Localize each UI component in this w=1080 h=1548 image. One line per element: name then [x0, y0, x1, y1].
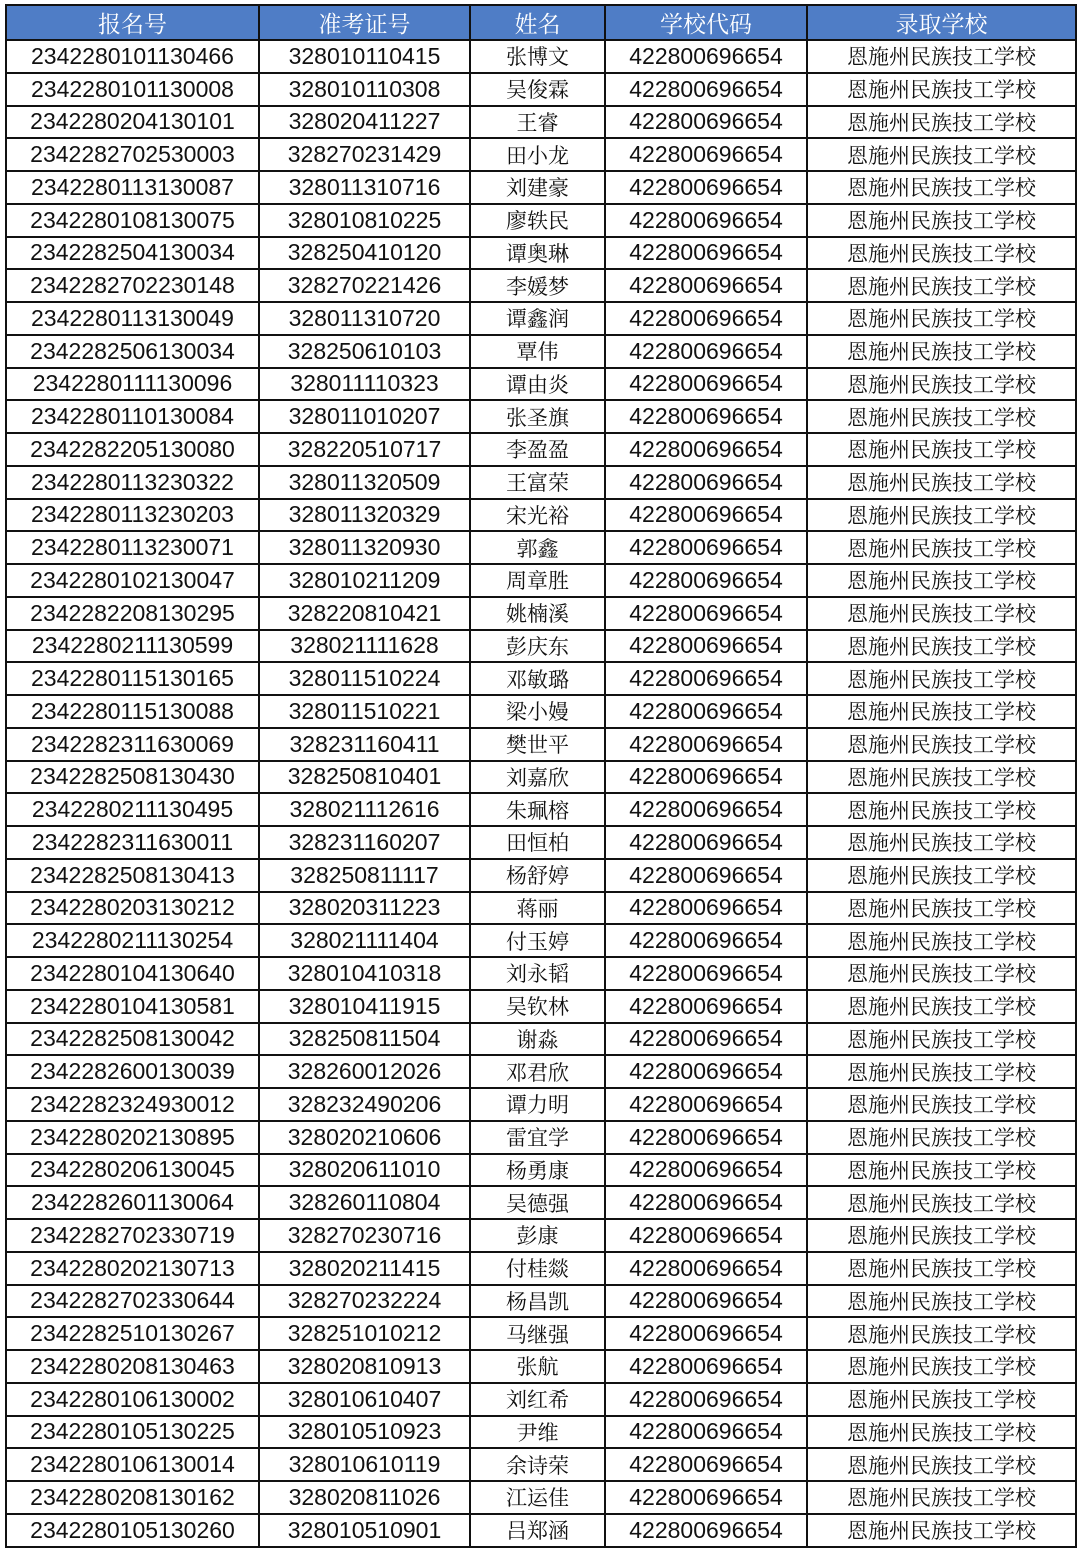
table-row [6, 630, 1076, 663]
exam-ticket-number-cell: 328270231429 [259, 138, 470, 171]
student-name-cell: 田小龙 [470, 138, 605, 171]
admitted-school-cell: 恩施州民族技工学校 [807, 171, 1076, 204]
table-row [6, 335, 1076, 368]
school-code-cell: 422800696654 [605, 662, 807, 695]
student-name-cell: 付桂燚 [470, 1252, 605, 1285]
school-code-cell: 422800696654 [605, 73, 807, 106]
student-name-cell: 周章胜 [470, 564, 605, 597]
admitted-school-cell: 恩施州民族技工学校 [807, 40, 1076, 73]
student-name-cell: 杨勇康 [470, 1154, 605, 1187]
exam-ticket-number-cell: 328250410120 [259, 237, 470, 270]
table-body [6, 40, 1076, 1547]
admitted-school-cell: 恩施州民族技工学校 [807, 531, 1076, 564]
registration-number-cell: 2342280211130254 [6, 924, 259, 957]
school-code-cell: 422800696654 [605, 269, 807, 302]
table-row [6, 204, 1076, 237]
school-code-cell: 422800696654 [605, 1285, 807, 1318]
admission-list-sheet [5, 4, 1075, 1544]
student-name-cell: 宋光裕 [470, 499, 605, 532]
exam-ticket-number-cell: 328231160411 [259, 728, 470, 761]
school-code-cell: 422800696654 [605, 138, 807, 171]
exam-ticket-number-cell: 328020611010 [259, 1154, 470, 1187]
admitted-school-cell: 恩施州民族技工学校 [807, 564, 1076, 597]
table-row [6, 466, 1076, 499]
exam-ticket-number-cell: 328010410318 [259, 957, 470, 990]
table-row [6, 1023, 1076, 1056]
admitted-school-cell: 恩施州民族技工学校 [807, 1055, 1076, 1088]
student-name-cell: 刘建豪 [470, 171, 605, 204]
admitted-school-cell: 恩施州民族技工学校 [807, 204, 1076, 237]
column-header-registration-number: 报名号 [6, 5, 259, 40]
table-row [6, 662, 1076, 695]
school-code-cell: 422800696654 [605, 1416, 807, 1449]
student-name-cell: 郭鑫 [470, 531, 605, 564]
exam-ticket-number-cell: 328260012026 [259, 1055, 470, 1088]
student-name-cell: 张航 [470, 1350, 605, 1383]
admitted-school-cell: 恩施州民族技工学校 [807, 957, 1076, 990]
exam-ticket-number-cell: 328011320930 [259, 531, 470, 564]
student-name-cell: 刘红希 [470, 1383, 605, 1416]
school-code-cell: 422800696654 [605, 564, 807, 597]
school-code-cell: 422800696654 [605, 630, 807, 663]
exam-ticket-number-cell: 328250810401 [259, 761, 470, 794]
admitted-school-cell: 恩施州民族技工学校 [807, 368, 1076, 401]
registration-number-cell: 2342282508130042 [6, 1023, 259, 1056]
student-name-cell: 尹维 [470, 1416, 605, 1449]
school-code-cell: 422800696654 [605, 957, 807, 990]
table-row [6, 761, 1076, 794]
exam-ticket-number-cell: 328010610407 [259, 1383, 470, 1416]
table-row [6, 1088, 1076, 1121]
student-name-cell: 谭力明 [470, 1088, 605, 1121]
student-name-cell: 彭康 [470, 1219, 605, 1252]
registration-number-cell: 2342282205130080 [6, 433, 259, 466]
exam-ticket-number-cell: 328020311223 [259, 892, 470, 925]
registration-number-cell: 2342280208130463 [6, 1350, 259, 1383]
registration-number-cell: 2342282506130034 [6, 335, 259, 368]
registration-number-cell: 2342282508130430 [6, 761, 259, 794]
admitted-school-cell: 恩施州民族技工学校 [807, 1416, 1076, 1449]
admitted-school-cell: 恩施州民族技工学校 [807, 400, 1076, 433]
exam-ticket-number-cell: 328010810225 [259, 204, 470, 237]
registration-number-cell: 2342282208130295 [6, 597, 259, 630]
school-code-cell: 422800696654 [605, 171, 807, 204]
student-name-cell: 邓君欣 [470, 1055, 605, 1088]
student-name-cell: 杨昌凯 [470, 1285, 605, 1318]
registration-number-cell: 2342280113130049 [6, 302, 259, 335]
table-row [6, 400, 1076, 433]
registration-number-cell: 2342280208130162 [6, 1481, 259, 1514]
registration-number-cell: 2342282504130034 [6, 237, 259, 270]
student-name-cell: 田恒柏 [470, 826, 605, 859]
admitted-school-cell: 恩施州民族技工学校 [807, 1481, 1076, 1514]
admitted-school-cell: 恩施州民族技工学校 [807, 269, 1076, 302]
table-row [6, 1154, 1076, 1187]
registration-number-cell: 2342280115130088 [6, 695, 259, 728]
student-name-cell: 李盈盈 [470, 433, 605, 466]
admitted-school-cell: 恩施州民族技工学校 [807, 1448, 1076, 1481]
table-row [6, 1481, 1076, 1514]
school-code-cell: 422800696654 [605, 924, 807, 957]
student-name-cell: 付玉婷 [470, 924, 605, 957]
registration-number-cell: 2342280211130599 [6, 630, 259, 663]
school-code-cell: 422800696654 [605, 1383, 807, 1416]
registration-number-cell: 2342280101130466 [6, 40, 259, 73]
registration-number-cell: 2342280111130096 [6, 368, 259, 401]
student-name-cell: 彭庆东 [470, 630, 605, 663]
school-code-cell: 422800696654 [605, 695, 807, 728]
exam-ticket-number-cell: 328011510224 [259, 662, 470, 695]
admitted-school-cell: 恩施州民族技工学校 [807, 695, 1076, 728]
admitted-school-cell: 恩施州民族技工学校 [807, 1219, 1076, 1252]
school-code-cell: 422800696654 [605, 466, 807, 499]
registration-number-cell: 2342280106130014 [6, 1448, 259, 1481]
school-code-cell: 422800696654 [605, 1055, 807, 1088]
exam-ticket-number-cell: 328231160207 [259, 826, 470, 859]
exam-ticket-number-cell: 328020810913 [259, 1350, 470, 1383]
student-name-cell: 朱珮榕 [470, 793, 605, 826]
exam-ticket-number-cell: 328010110415 [259, 40, 470, 73]
table-row [6, 138, 1076, 171]
exam-ticket-number-cell: 328011310716 [259, 171, 470, 204]
exam-ticket-number-cell: 328270221426 [259, 269, 470, 302]
admitted-school-cell: 恩施州民族技工学校 [807, 138, 1076, 171]
school-code-cell: 422800696654 [605, 1219, 807, 1252]
registration-number-cell: 2342280108130075 [6, 204, 259, 237]
student-name-cell: 邓敏璐 [470, 662, 605, 695]
admitted-school-cell: 恩施州民族技工学校 [807, 1285, 1076, 1318]
table-row [6, 1219, 1076, 1252]
exam-ticket-number-cell: 328232490206 [259, 1088, 470, 1121]
registration-number-cell: 2342280110130084 [6, 400, 259, 433]
student-name-cell: 雷宜学 [470, 1121, 605, 1154]
table-row [6, 957, 1076, 990]
exam-ticket-number-cell: 328011110323 [259, 368, 470, 401]
school-code-cell: 422800696654 [605, 1023, 807, 1056]
student-name-cell: 杨舒婷 [470, 859, 605, 892]
school-code-cell: 422800696654 [605, 335, 807, 368]
registration-number-cell: 2342280102130047 [6, 564, 259, 597]
exam-ticket-number-cell: 328021111628 [259, 630, 470, 663]
registration-number-cell: 2342282600130039 [6, 1055, 259, 1088]
exam-ticket-number-cell: 328251010212 [259, 1317, 470, 1350]
admission-table [5, 4, 1077, 1548]
registration-number-cell: 2342280101130008 [6, 73, 259, 106]
table-row [6, 695, 1076, 728]
student-name-cell: 刘永韬 [470, 957, 605, 990]
table-row [6, 1055, 1076, 1088]
exam-ticket-number-cell: 328010510901 [259, 1514, 470, 1547]
exam-ticket-number-cell: 328011310720 [259, 302, 470, 335]
exam-ticket-number-cell: 328010411915 [259, 990, 470, 1023]
table-row [6, 793, 1076, 826]
registration-number-cell: 2342280104130581 [6, 990, 259, 1023]
school-code-cell: 422800696654 [605, 400, 807, 433]
registration-number-cell: 2342282324930012 [6, 1088, 259, 1121]
registration-number-cell: 2342282311630011 [6, 826, 259, 859]
header-row [6, 5, 1076, 40]
school-code-cell: 422800696654 [605, 1088, 807, 1121]
admitted-school-cell: 恩施州民族技工学校 [807, 106, 1076, 139]
table-row [6, 73, 1076, 106]
school-code-cell: 422800696654 [605, 433, 807, 466]
school-code-cell: 422800696654 [605, 1186, 807, 1219]
student-name-cell: 吴俊霖 [470, 73, 605, 106]
admitted-school-cell: 恩施州民族技工学校 [807, 1317, 1076, 1350]
table-row [6, 1186, 1076, 1219]
school-code-cell: 422800696654 [605, 531, 807, 564]
exam-ticket-number-cell: 328021111404 [259, 924, 470, 957]
admitted-school-cell: 恩施州民族技工学校 [807, 1252, 1076, 1285]
admitted-school-cell: 恩施州民族技工学校 [807, 1154, 1076, 1187]
registration-number-cell: 2342282508130413 [6, 859, 259, 892]
table-row [6, 1383, 1076, 1416]
registration-number-cell: 2342282311630069 [6, 728, 259, 761]
exam-ticket-number-cell: 328011320329 [259, 499, 470, 532]
admitted-school-cell: 恩施州民族技工学校 [807, 662, 1076, 695]
school-code-cell: 422800696654 [605, 892, 807, 925]
exam-ticket-number-cell: 328010610119 [259, 1448, 470, 1481]
school-code-cell: 422800696654 [605, 237, 807, 270]
table-row [6, 597, 1076, 630]
table-row [6, 892, 1076, 925]
table-row [6, 564, 1076, 597]
admitted-school-cell: 恩施州民族技工学校 [807, 1023, 1076, 1056]
school-code-cell: 422800696654 [605, 761, 807, 794]
registration-number-cell: 2342282702530003 [6, 138, 259, 171]
table-row [6, 1350, 1076, 1383]
exam-ticket-number-cell: 328270232224 [259, 1285, 470, 1318]
school-code-cell: 422800696654 [605, 499, 807, 532]
exam-ticket-number-cell: 328270230716 [259, 1219, 470, 1252]
school-code-cell: 422800696654 [605, 368, 807, 401]
registration-number-cell: 2342280202130895 [6, 1121, 259, 1154]
exam-ticket-number-cell: 328010211209 [259, 564, 470, 597]
exam-ticket-number-cell: 328250811117 [259, 859, 470, 892]
admitted-school-cell: 恩施州民族技工学校 [807, 1383, 1076, 1416]
exam-ticket-number-cell: 328011320509 [259, 466, 470, 499]
registration-number-cell: 2342280104130640 [6, 957, 259, 990]
registration-number-cell: 2342280204130101 [6, 106, 259, 139]
registration-number-cell: 2342280113230203 [6, 499, 259, 532]
registration-number-cell: 2342280202130713 [6, 1252, 259, 1285]
student-name-cell: 王富荣 [470, 466, 605, 499]
student-name-cell: 姚楠溪 [470, 597, 605, 630]
exam-ticket-number-cell: 328011010207 [259, 400, 470, 433]
school-code-cell: 422800696654 [605, 302, 807, 335]
table-row [6, 826, 1076, 859]
admitted-school-cell: 恩施州民族技工学校 [807, 433, 1076, 466]
table-row [6, 1448, 1076, 1481]
student-name-cell: 马继强 [470, 1317, 605, 1350]
exam-ticket-number-cell: 328020411227 [259, 106, 470, 139]
admitted-school-cell: 恩施州民族技工学校 [807, 466, 1076, 499]
exam-ticket-number-cell: 328020211415 [259, 1252, 470, 1285]
school-code-cell: 422800696654 [605, 1154, 807, 1187]
table-row [6, 1252, 1076, 1285]
student-name-cell: 吕郑涵 [470, 1514, 605, 1547]
admitted-school-cell: 恩施州民族技工学校 [807, 892, 1076, 925]
admitted-school-cell: 恩施州民族技工学校 [807, 1088, 1076, 1121]
registration-number-cell: 2342280105130260 [6, 1514, 259, 1547]
student-name-cell: 谭鑫润 [470, 302, 605, 335]
registration-number-cell: 2342282601130064 [6, 1186, 259, 1219]
table-row [6, 171, 1076, 204]
student-name-cell: 蒋丽 [470, 892, 605, 925]
table-row [6, 40, 1076, 73]
student-name-cell: 王睿 [470, 106, 605, 139]
registration-number-cell: 2342282702230148 [6, 269, 259, 302]
student-name-cell: 张圣旗 [470, 400, 605, 433]
table-row [6, 433, 1076, 466]
exam-ticket-number-cell: 328010510923 [259, 1416, 470, 1449]
table-row [6, 302, 1076, 335]
admitted-school-cell: 恩施州民族技工学校 [807, 924, 1076, 957]
student-name-cell: 覃伟 [470, 335, 605, 368]
student-name-cell: 李媛梦 [470, 269, 605, 302]
school-code-cell: 422800696654 [605, 1481, 807, 1514]
student-name-cell: 吴德强 [470, 1186, 605, 1219]
table-row [6, 1121, 1076, 1154]
table-row [6, 237, 1076, 270]
student-name-cell: 张博文 [470, 40, 605, 73]
exam-ticket-number-cell: 328010110308 [259, 73, 470, 106]
column-header-school-code: 学校代码 [605, 5, 807, 40]
student-name-cell: 谭由炎 [470, 368, 605, 401]
registration-number-cell: 2342282702330644 [6, 1285, 259, 1318]
student-name-cell: 梁小嫚 [470, 695, 605, 728]
school-code-cell: 422800696654 [605, 826, 807, 859]
admitted-school-cell: 恩施州民族技工学校 [807, 1121, 1076, 1154]
table-row [6, 1317, 1076, 1350]
school-code-cell: 422800696654 [605, 793, 807, 826]
school-code-cell: 422800696654 [605, 1448, 807, 1481]
admitted-school-cell: 恩施州民族技工学校 [807, 728, 1076, 761]
registration-number-cell: 2342280206130045 [6, 1154, 259, 1187]
school-code-cell: 422800696654 [605, 40, 807, 73]
admitted-school-cell: 恩施州民族技工学校 [807, 826, 1076, 859]
table-row [6, 924, 1076, 957]
exam-ticket-number-cell: 328260110804 [259, 1186, 470, 1219]
admitted-school-cell: 恩施州民族技工学校 [807, 237, 1076, 270]
exam-ticket-number-cell: 328250610103 [259, 335, 470, 368]
table-row [6, 269, 1076, 302]
registration-number-cell: 2342280105130225 [6, 1416, 259, 1449]
student-name-cell: 樊世平 [470, 728, 605, 761]
admitted-school-cell: 恩施州民族技工学校 [807, 73, 1076, 106]
school-code-cell: 422800696654 [605, 204, 807, 237]
school-code-cell: 422800696654 [605, 1252, 807, 1285]
table-row [6, 1514, 1076, 1547]
exam-ticket-number-cell: 328020210606 [259, 1121, 470, 1154]
registration-number-cell: 2342280211130495 [6, 793, 259, 826]
admitted-school-cell: 恩施州民族技工学校 [807, 597, 1076, 630]
admitted-school-cell: 恩施州民族技工学校 [807, 630, 1076, 663]
table-row [6, 990, 1076, 1023]
column-header-name: 姓名 [470, 5, 605, 40]
school-code-cell: 422800696654 [605, 728, 807, 761]
student-name-cell: 廖轶民 [470, 204, 605, 237]
table-row [6, 1285, 1076, 1318]
registration-number-cell: 2342280203130212 [6, 892, 259, 925]
admitted-school-cell: 恩施州民族技工学校 [807, 990, 1076, 1023]
school-code-cell: 422800696654 [605, 1350, 807, 1383]
column-header-exam-ticket-number: 准考证号 [259, 5, 470, 40]
admitted-school-cell: 恩施州民族技工学校 [807, 793, 1076, 826]
student-name-cell: 江运佳 [470, 1481, 605, 1514]
registration-number-cell: 2342280113130087 [6, 171, 259, 204]
admitted-school-cell: 恩施州民族技工学校 [807, 1350, 1076, 1383]
table-row [6, 368, 1076, 401]
school-code-cell: 422800696654 [605, 1514, 807, 1547]
table-row [6, 499, 1076, 532]
registration-number-cell: 2342282510130267 [6, 1317, 259, 1350]
admitted-school-cell: 恩施州民族技工学校 [807, 1514, 1076, 1547]
registration-number-cell: 2342282702330719 [6, 1219, 259, 1252]
exam-ticket-number-cell: 328250811504 [259, 1023, 470, 1056]
admitted-school-cell: 恩施州民族技工学校 [807, 499, 1076, 532]
school-code-cell: 422800696654 [605, 859, 807, 892]
student-name-cell: 吴钦林 [470, 990, 605, 1023]
table-row [6, 106, 1076, 139]
admitted-school-cell: 恩施州民族技工学校 [807, 335, 1076, 368]
school-code-cell: 422800696654 [605, 990, 807, 1023]
school-code-cell: 422800696654 [605, 1317, 807, 1350]
registration-number-cell: 2342280106130002 [6, 1383, 259, 1416]
exam-ticket-number-cell: 328220510717 [259, 433, 470, 466]
school-code-cell: 422800696654 [605, 106, 807, 139]
exam-ticket-number-cell: 328020811026 [259, 1481, 470, 1514]
table-row [6, 531, 1076, 564]
exam-ticket-number-cell: 328011510221 [259, 695, 470, 728]
student-name-cell: 刘嘉欣 [470, 761, 605, 794]
admitted-school-cell: 恩施州民族技工学校 [807, 1186, 1076, 1219]
registration-number-cell: 2342280113230322 [6, 466, 259, 499]
table-row [6, 859, 1076, 892]
exam-ticket-number-cell: 328220810421 [259, 597, 470, 630]
exam-ticket-number-cell: 328021112616 [259, 793, 470, 826]
registration-number-cell: 2342280115130165 [6, 662, 259, 695]
admitted-school-cell: 恩施州民族技工学校 [807, 859, 1076, 892]
column-header-admitted-school: 录取学校 [807, 5, 1076, 40]
student-name-cell: 谭奥琳 [470, 237, 605, 270]
student-name-cell: 余诗荣 [470, 1448, 605, 1481]
student-name-cell: 谢淼 [470, 1023, 605, 1056]
registration-number-cell: 2342280113230071 [6, 531, 259, 564]
table-row [6, 728, 1076, 761]
table-row [6, 1416, 1076, 1449]
admitted-school-cell: 恩施州民族技工学校 [807, 302, 1076, 335]
school-code-cell: 422800696654 [605, 1121, 807, 1154]
admitted-school-cell: 恩施州民族技工学校 [807, 761, 1076, 794]
school-code-cell: 422800696654 [605, 597, 807, 630]
